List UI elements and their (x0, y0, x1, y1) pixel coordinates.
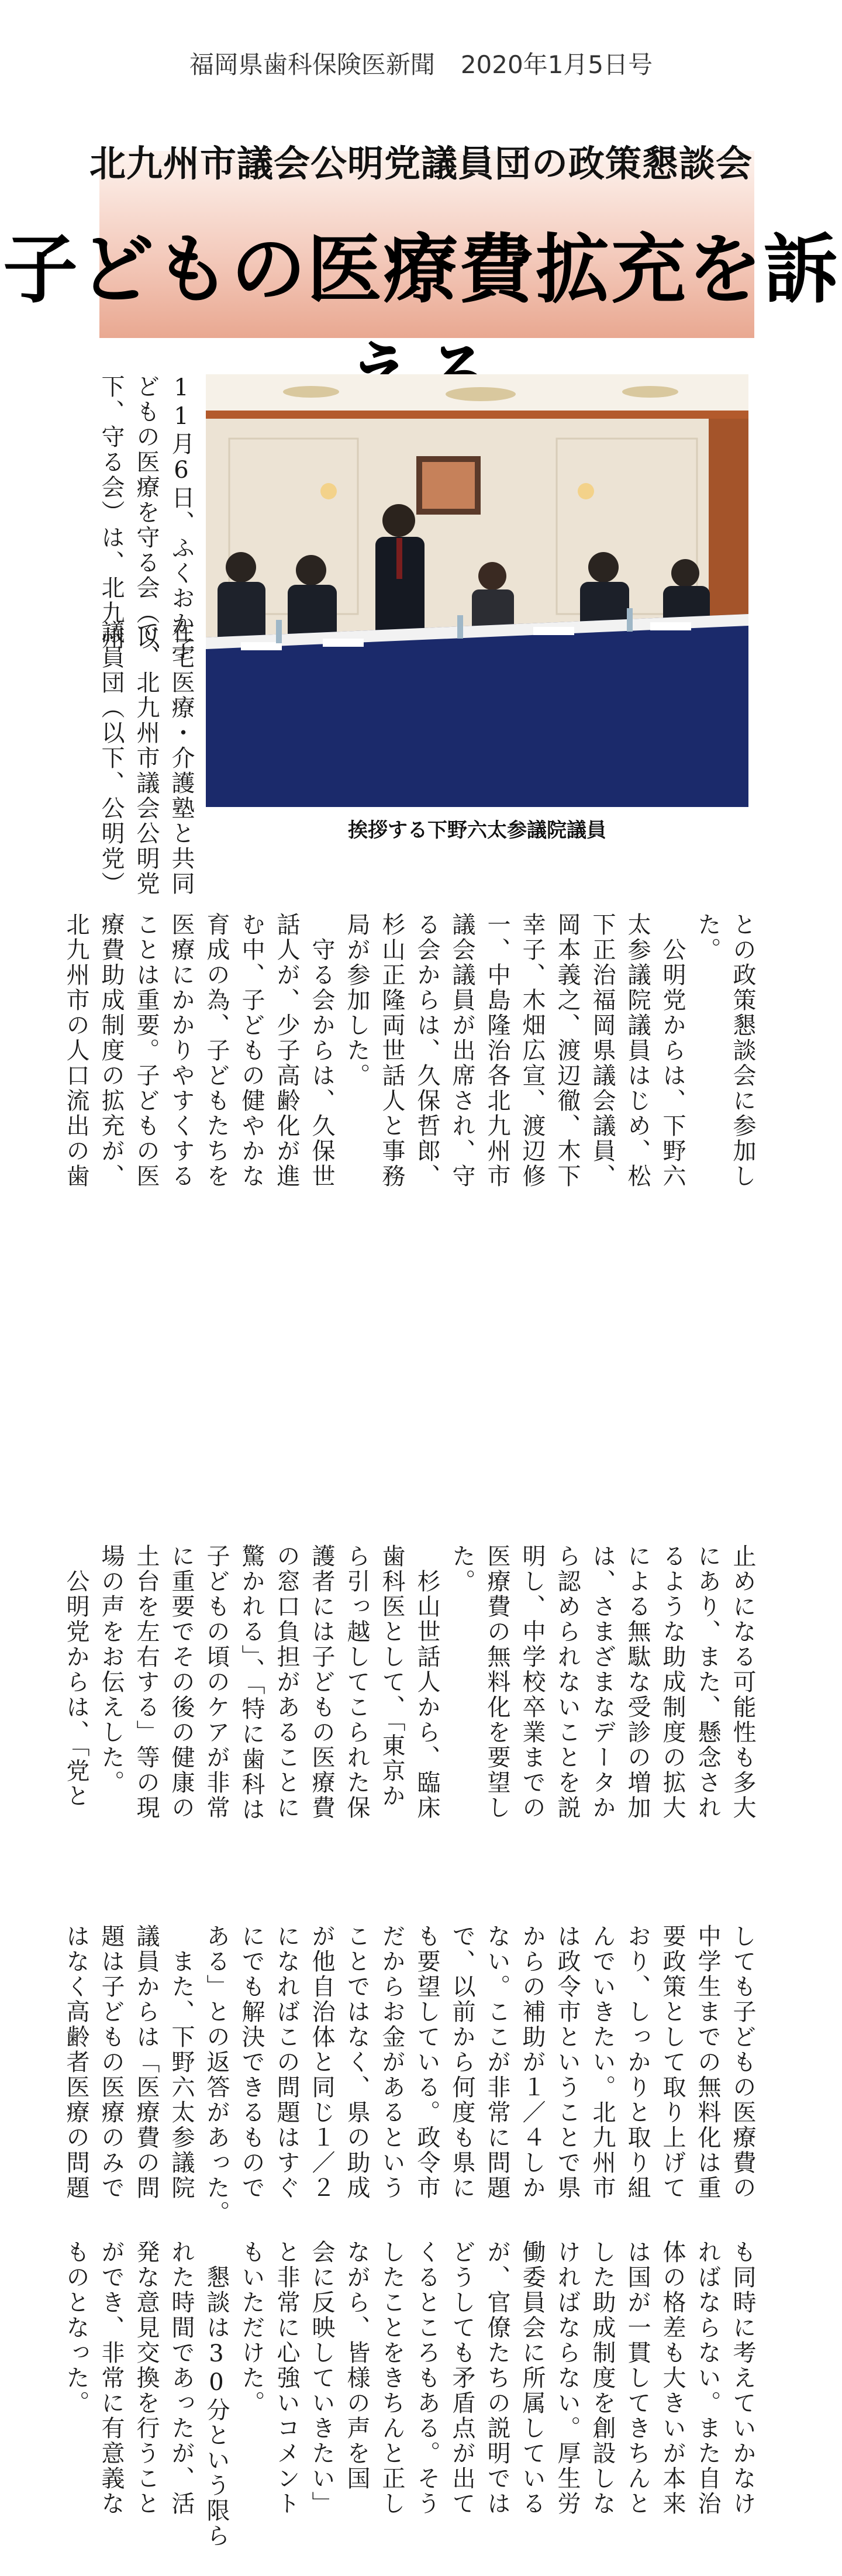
article-body-tier-3 (63, 1544, 760, 1906)
article-opening-column-continued (98, 620, 199, 896)
text-line: 療費助成制度の拡充が、 (98, 912, 125, 1189)
text-line: もいただけた。 (238, 2240, 265, 2416)
text-line: からの補助が１／４しか (519, 1924, 546, 2201)
text-line: 岡本義之、渡辺徹、木下 (554, 912, 581, 1189)
text-line: にあり、また、懸念され (694, 1544, 721, 1820)
text-line: 歯科医として、「東京か (378, 1544, 405, 1809)
meeting-photo-illustration (206, 374, 748, 807)
text-line: 護者には子どもの医療費 (308, 1544, 335, 1820)
text-line: ができ、非常に有意義な (98, 2240, 125, 2516)
text-line: 議員からは「医療費の問 (133, 1924, 160, 2201)
text-line: 幸子、木畑広宣、渡辺修 (519, 912, 546, 1189)
text-line: 題は子どもの医療のみで (98, 1924, 125, 2201)
text-line: した助成制度を創設しな (589, 2240, 616, 2516)
meeting-photo (206, 374, 748, 807)
text-line: が、官僚たちの説明では (484, 2240, 510, 2516)
article-body-tier-2 (63, 912, 760, 1532)
text-line: 守る会からは、久保世 (308, 912, 335, 1189)
text-line: どもの医療を守る会（以 (133, 374, 160, 651)
text-line: くるところもある。そう (413, 2240, 440, 2516)
text-line: 杉山世話人から、臨床 (413, 1544, 440, 1820)
article-body-tier-5 (63, 2240, 760, 2549)
text-line: る会からは、久保哲郎、 (413, 912, 440, 1189)
text-line: 驚かれる」、「特に歯科は (238, 1544, 265, 1822)
text-line: に重要でその後の健康の (168, 1544, 195, 1820)
article-body-tier-4 (63, 1924, 760, 2226)
text-line: ない。ここが非常に問題 (484, 1924, 510, 2201)
text-line: 話人が、少子高齢化が進 (273, 912, 300, 1189)
text-line: したことをきちんと正し (378, 2240, 405, 2516)
text-line: 医療費の無料化を要望し (484, 1544, 510, 1820)
text-line: 子どもの頃のケアが非常 (203, 1544, 230, 1820)
text-line: が他自治体と同じ１／２ (308, 1924, 335, 2201)
newspaper-name: 福岡県歯科保険医新聞 (189, 50, 435, 79)
text-line: 公明党からは、下野六 (659, 912, 686, 1189)
text-line: た。 (448, 1544, 475, 1594)
text-line: も要望している。政令市 (413, 1924, 440, 2201)
text-line: による無駄な受診の増加 (624, 1544, 651, 1820)
text-line: しても子どもの医療費の (729, 1924, 756, 2201)
text-line: ながら、皆様の声を国 (343, 2240, 370, 2491)
text-line: はなく高齢者医療の問題 (63, 1924, 89, 2201)
text-line: 下正治福岡県議会議員、 (589, 912, 616, 1189)
article-opening-column (98, 374, 199, 661)
text-line: 公明党からは、「党と (63, 1544, 89, 1809)
text-line: 働委員会に所属している (519, 2240, 546, 2516)
text-line: は、さまざまなデータか (589, 1544, 616, 1820)
text-line: 議員団（以下、公明党） (98, 620, 125, 896)
text-line: た。 (694, 912, 721, 963)
text-line: 局が参加した。 (343, 912, 370, 1088)
text-line: おり、しっかりと取り組 (624, 1924, 651, 2201)
text-line: 土台を左右する」等の現 (133, 1544, 160, 1820)
text-line: も同時に考えていかなけ (729, 2240, 756, 2516)
text-line: の窓口負担があることに (273, 1544, 300, 1820)
text-line: は国が一貫してきちんと (624, 2240, 651, 2516)
text-line: ら認められないことを説 (554, 1544, 581, 1820)
text-line: 杉山正隆両世話人と事務 (378, 912, 405, 1189)
text-line: だからお金があるという (378, 1924, 405, 2201)
photo-caption: 挨拶する下野六太参議院議員 (348, 819, 606, 842)
text-line: 中学生までの無料化は重 (694, 1924, 721, 2201)
text-line: 場の声をお伝えした。 (98, 1544, 125, 1795)
text-line: 一、中島隆治各北九州市 (484, 912, 510, 1189)
text-line: 下、守る会）は、北九州 (98, 374, 125, 651)
text-line: になればこの問題はすぐ (273, 1924, 300, 2201)
text-line: どうしても矛盾点が出て (448, 2240, 475, 2516)
text-line: れた時間であったが、活 (168, 2240, 195, 2516)
issue-date: 2020年1月5日号 (460, 50, 653, 79)
article-headline: 子どもの医療費拡充を訴 (2, 226, 839, 313)
text-line: 医療にかかりやすくする (168, 912, 195, 1189)
text-line: 要政策として取り上げて (659, 1924, 686, 2201)
text-line: 育成の為、子どもたちを (203, 912, 230, 1189)
text-line: 北九州市の人口流出の歯 (63, 912, 89, 1189)
text-line: 会に反映していきたい」 (308, 2240, 335, 2516)
article-subtitle: 北九州市議会公明党議員団の政策懇談会 (89, 142, 753, 185)
text-line: ものとなった。 (63, 2240, 89, 2416)
text-line: は政令市ということで県 (554, 1924, 581, 2201)
text-line: 明し、中学校卒業までの (519, 1544, 546, 1820)
text-line: んでいきたい。北九州市 (589, 1924, 616, 2201)
text-line: む中、子どもの健やかな (238, 912, 265, 1189)
text-line: にでも解決できるもので (238, 1924, 265, 2201)
text-line: 在宅医療・介護塾と共同 (168, 620, 195, 896)
text-line: との政策懇談会に参加し (729, 912, 756, 1189)
text-line: 発な意見交換を行うこと (133, 2240, 160, 2516)
text-line: るような助成制度の拡大 (659, 1544, 686, 1820)
text-line: 止めになる可能性も多大 (729, 1544, 756, 1820)
text-line: ことではなく、県の助成 (343, 1924, 370, 2201)
text-line: 11月6日、ふくおか子 (168, 374, 195, 661)
text-line: ことは重要。子どもの医 (133, 912, 160, 1189)
text-line: で、北九州市議会公明党 (133, 620, 160, 896)
masthead (0, 46, 842, 81)
text-line: 懇談は30分という限ら (203, 2240, 230, 2549)
text-line: と非常に心強いコメント (273, 2240, 300, 2516)
text-line: ければならない。厚生労 (554, 2240, 581, 2516)
text-line: ある」との返答があった。 (203, 1924, 230, 2226)
text-line: 太参議院議員はじめ、松 (624, 912, 651, 1189)
text-line: ればならない。また自治 (694, 2240, 721, 2516)
text-line: 議会議員が出席され、守 (448, 912, 475, 1189)
text-line: ら引っ越してこられた保 (343, 1544, 370, 1820)
text-line: また、下野六太参議院 (168, 1924, 195, 2201)
text-line: で、以前から何度も県に (448, 1924, 475, 2201)
text-line: 体の格差も大きいが本来 (659, 2240, 686, 2516)
